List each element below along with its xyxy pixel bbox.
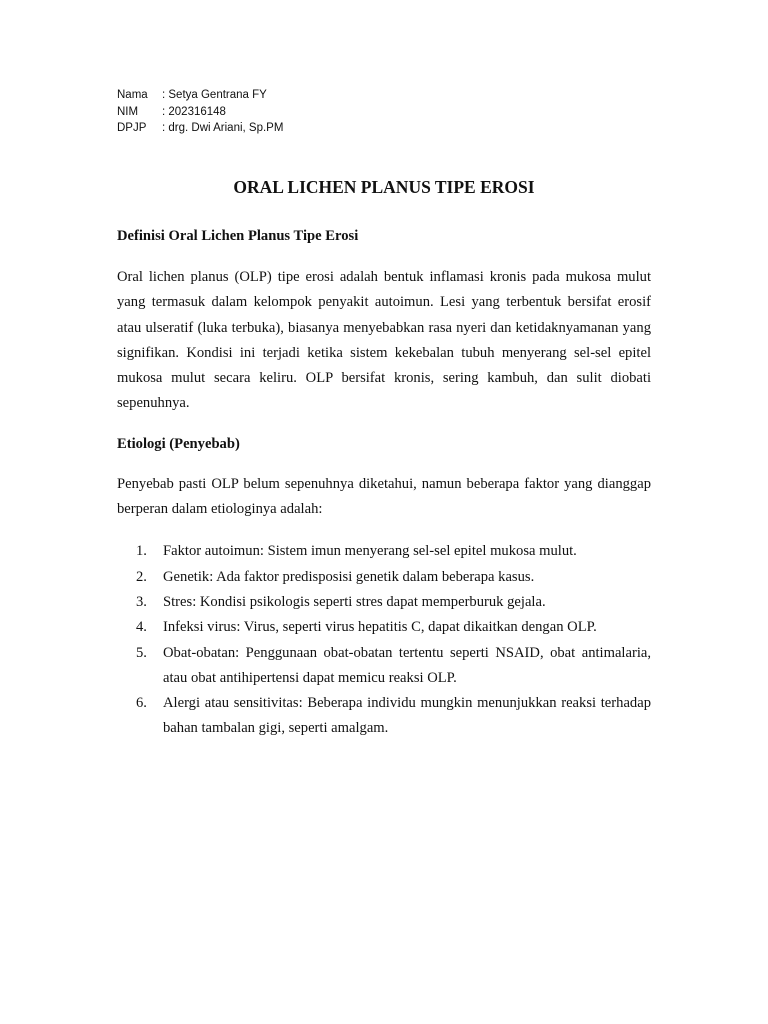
list-item [117, 641, 651, 692]
etiology-heading: Etiologi (Penyebab) [117, 435, 240, 452]
info-label-nim: NIM [117, 105, 139, 118]
list-item-text: Infeksi virus: Virus, seperti virus hepatitis C, dapat dikaitkan dengan OLP. [163, 619, 597, 636]
info-row-dpjp [117, 120, 283, 137]
student-info-block [117, 87, 283, 137]
list-item [117, 565, 651, 590]
list-item-number: 2. [136, 568, 147, 585]
etiology-intro-paragraph: Penyebab pasti OLP belum sepenuhnya diketahui, namun beberapa faktor yang dianggap berperan dalam etiologinya adalah: [117, 475, 651, 518]
list-item-number: 5. [136, 644, 147, 661]
info-value-dpjp: : drg. Dwi Ariani, Sp.PM [162, 122, 284, 134]
list-item-number: 1. [136, 543, 147, 560]
info-row-nama [117, 87, 283, 104]
list-item [117, 590, 651, 615]
list-item-text: Faktor autoimun: Sistem imun menyerang sel-sel epitel mukosa mulut. [163, 543, 577, 560]
list-item-number: 6. [136, 695, 147, 712]
list-item-text: Obat-obatan: Penggunaan obat-obatan tertentu seperti NSAID, obat antimalaria, atau obat antihipertensi dapat memicu reaksi OLP. [163, 644, 651, 686]
info-value-nim: : 202316148 [162, 105, 226, 118]
list-item-number: 3. [136, 593, 147, 610]
info-label-dpjp: DPJP [117, 122, 147, 134]
list-item [117, 615, 651, 640]
list-item-text: Genetik: Ada faktor predisposisi genetik dalam beberapa kasus. [163, 568, 535, 585]
list-item [117, 539, 651, 564]
etiology-cause-list [117, 539, 651, 741]
definition-heading: Definisi Oral Lichen Planus Tipe Erosi [117, 228, 359, 244]
list-item-text: Alergi atau sensitivitas: Beberapa individu mungkin menunjukkan reaksi terhadap bahan tambalan gigi, seperti amalgam. [163, 695, 651, 737]
list-item [117, 691, 651, 742]
definition-paragraph: Oral lichen planus (OLP) tipe erosi adalah bentuk inflamasi kronis pada mukosa mulut yang termasuk dalam kelompok penyakit autoimun. Lesi yang terbentuk bersifat erosif atau ulseratif (luka terbuka), biasanya menyebabkan rasa nyeri dan ketidaknyamanan yang signifikan. Kondisi ini terjadi ketika sistem kekebalan tubuh menyerang sel-sel epitel mukosa mulut secara keliru. OLP bersifat kronis, sering kambuh, dan sulit diobati sepenuhnya. [117, 269, 651, 412]
document-title: ORAL LICHEN PLANUS TIPE EROSI [233, 177, 535, 197]
list-item-text: Stres: Kondisi psikologis seperti stres dapat memperburuk gejala. [163, 593, 546, 610]
list-item-number: 4. [136, 619, 147, 636]
info-value-nama: : Setya Gentrana FY [162, 89, 267, 101]
info-label-nama: Nama [117, 89, 148, 101]
info-row-nim [117, 104, 283, 121]
document-body [117, 226, 651, 742]
